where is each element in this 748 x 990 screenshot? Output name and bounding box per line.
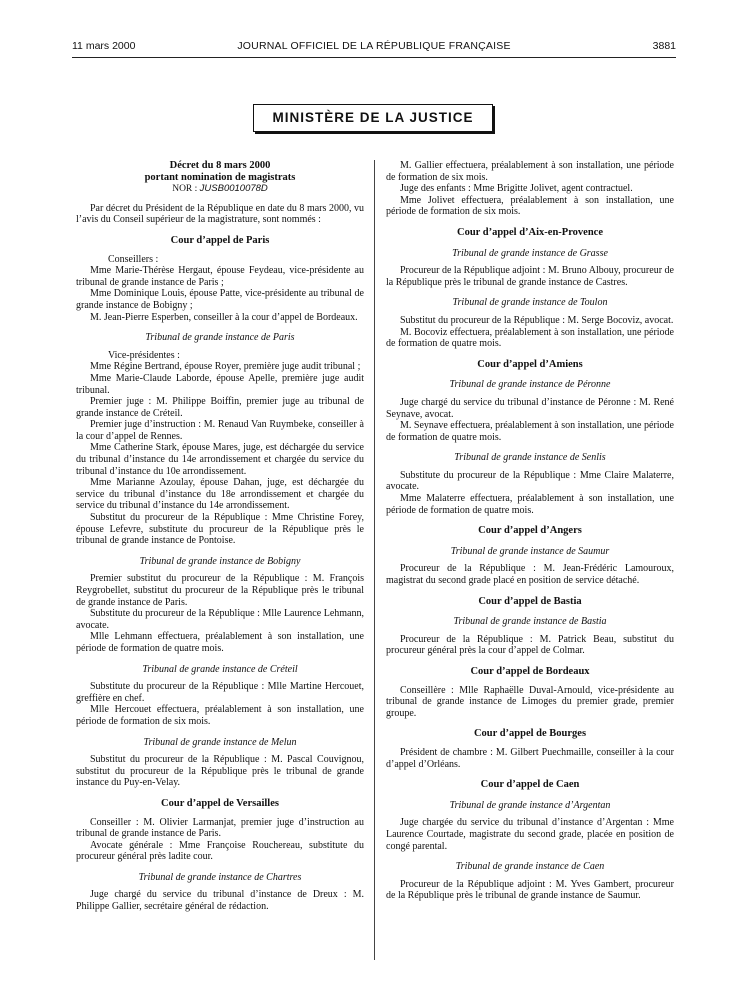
page-header (72, 40, 676, 54)
journal-title: JOURNAL OFFICIEL DE LA RÉPUBLIQUE FRANÇAISE (237, 40, 511, 52)
paragraph: Mme Catherine Stark, épouse Mares, juge, est déchargée du service du tribunal d’instance du 14e arrondissement et chargée du service du tribunal d’instance du 10e arrondissement. (76, 442, 364, 477)
tribunal-heading: Tribunal de grande instance d’Argentan (449, 799, 611, 811)
role-label: Vice-présidentes : (108, 349, 180, 361)
paragraph: M. Bocoviz effectuera, préalablement à son installation, une période de formation de quatre mois. (386, 326, 674, 350)
paragraph: Juge des enfants : Mme Brigitte Jolivet, agent contractuel. (400, 183, 633, 195)
court-heading: Cour d’appel de Bastia (478, 595, 582, 607)
tribunal-heading: Tribunal de grande instance de Senlis (454, 452, 606, 464)
court-heading: Cour d’appel de Caen (480, 779, 580, 791)
ministry-title: MINISTÈRE DE LA JUSTICE (253, 104, 493, 132)
right-column (386, 160, 674, 902)
left-column (76, 160, 364, 913)
paragraph: Mme Marie-Thérèse Hergaut, épouse Feydeau, vice-présidente au tribunal de grande instance de Paris ; (76, 265, 364, 288)
paragraph: Premier juge d’instruction : M. Renaud Van Ruymbeke, conseiller à la cour d’appel de Rennes. (76, 419, 364, 442)
paragraph: Substitute du procureur de la République : Mlle Martine Hercouet, greffière en chef. (76, 681, 364, 704)
court-heading: Cour d’appel d’Aix-en-Provence (456, 226, 604, 238)
paragraph: Premier juge : M. Philippe Boiffin, premier juge au tribunal de grande instance de Créteil. (76, 396, 364, 419)
paragraph: Conseiller : M. Olivier Larmanjat, premier juge d’instruction au tribunal de grande instance de Paris. (76, 816, 364, 840)
paragraph: Juge chargé du service du tribunal d’instance de Péronne : M. René Seynave, avocat. (386, 396, 674, 420)
paragraph: Mme Marie-Claude Laborde, épouse Apelle, première juge audit tribunal. (76, 372, 364, 396)
tribunal-heading: Tribunal de grande instance de Paris (145, 332, 295, 344)
tribunal-heading: Tribunal de grande instance de Grasse (452, 247, 608, 259)
paragraph: Procureur de la République adjoint : M. Bruno Albouy, procureur de la République près le tribunal de grande instance de Castres. (386, 265, 674, 288)
paragraph: Premier substitut du procureur de la République : M. François Reygrobellet, substitut du procureur de la République près le tribunal de grande instance de Paris. (76, 573, 364, 608)
paragraph: Substitute du procureur de la République : Mlle Laurence Lehmann, avocate. (76, 608, 364, 631)
court-heading: Cour d’appel de Bordeaux (470, 666, 590, 677)
nor-code: JUSB0010078D (199, 183, 268, 195)
paragraph: Mme Jolivet effectuera, préalablement à son installation, une période de formation de six mois. (386, 194, 674, 218)
tribunal-heading: Tribunal de grande instance de Bastia (453, 616, 607, 628)
paragraph: Substitut du procureur de la République : Mme Christine Forey, épouse Lefevre, substitute du procureur de la République près le tribunal de grande instance de Pontoise. (76, 512, 364, 547)
paragraph: M. Jean-Pierre Esperben, conseiller à la cour d’appel de Bordeaux. (90, 311, 358, 323)
paragraph: Mlle Lehmann effectuera, préalablement à son installation, une période de formation de quatre mois. (76, 631, 364, 654)
tribunal-heading: Tribunal de grande instance de Caen (455, 861, 605, 873)
court-heading: Cour d’appel d’Angers (478, 525, 582, 537)
tribunal-heading: Tribunal de grande instance de Melun (143, 736, 297, 748)
paragraph: Procureur de la République : M. Jean-Frédéric Lamouroux, magistrat du second grade placé en position de service détaché. (386, 563, 674, 587)
page-number: 3881 (652, 40, 676, 52)
tribunal-heading: Tribunal de grande instance de Créteil (142, 663, 298, 675)
paragraph: Mlle Hercouet effectuera, préalablement à son installation, une période de formation de six mois. (76, 704, 364, 727)
header-rule (72, 57, 676, 58)
tribunal-heading: Tribunal de grande instance de Bobigny (139, 555, 301, 567)
paragraph: Mme Régine Bertrand, épouse Royer, première juge audit tribunal ; (90, 361, 361, 373)
nor-prefix: NOR : (172, 184, 200, 195)
paragraph: Mme Dominique Louis, épouse Patte, vice-présidente au tribunal de grande instance de Bobigny ; (76, 288, 364, 311)
paragraph: Substitute du procureur de la République : Mme Claire Malaterre, avocate. (386, 469, 674, 493)
paragraph: Juge chargée du service du tribunal d’instance d’Argentan : Mme Laurence Courtade, magistrate du second grade, placée en position de congé parental. (386, 817, 674, 852)
tribunal-heading: Tribunal de grande instance de Chartres (138, 871, 302, 883)
role-label: Conseillers : (108, 253, 159, 265)
paragraph: Mme Marianne Azoulay, épouse Dahan, juge, est déchargée du service du tribunal d’instance du 18e arrondissement et chargée du service du tribunal d’instance du 14e arrondissement. (76, 477, 364, 512)
issue-date: 11 mars 2000 (72, 40, 136, 52)
paragraph: M. Gallier effectuera, préalablement à son installation, une période de formation de six mois. (386, 160, 674, 183)
court-heading: Cour d’appel de Bourges (473, 728, 587, 740)
decree-title: Décret du 8 mars 2000 (169, 160, 271, 171)
column-divider (374, 160, 375, 960)
paragraph: Président de chambre : M. Gilbert Puechmaille, conseiller à la cour d’appel d’Orléans. (386, 746, 674, 770)
court-heading: Cour d’appel de Paris (170, 234, 270, 246)
tribunal-heading: Tribunal de grande instance de Saumur (450, 545, 610, 557)
court-heading: Cour d’appel d’Amiens (477, 358, 583, 370)
paragraph: Procureur de la République : M. Patrick Beau, substitut du procureur général près la cour d’appel de Colmar. (386, 633, 674, 657)
paragraph: Juge chargé du service du tribunal d’instance de Dreux : M. Philippe Gallier, secrétaire général de rédaction. (76, 889, 364, 913)
paragraph: Substitut du procureur de la République : M. Pascal Couvignou, substitut du procureur de la République près le tribunal de grande instance du Puy-en-Velay. (76, 754, 364, 789)
decree-title: portant nomination de magistrats (144, 171, 296, 183)
paragraph: Mme Malaterre effectuera, préalablement à son installation, une période de formation de quatre mois. (386, 493, 674, 516)
paragraph: Avocate générale : Mme Françoise Rouchereau, substitute du procureur général près ladite cour. (76, 839, 364, 863)
tribunal-heading: Tribunal de grande instance de Péronne (449, 379, 611, 391)
nor-reference (76, 183, 364, 196)
paragraph: Substitut du procureur de la République : M. Serge Bocoviz, avocat. (400, 314, 674, 326)
tribunal-heading: Tribunal de grande instance de Toulon (452, 297, 608, 309)
court-heading: Cour d’appel de Versailles (161, 797, 279, 809)
paragraph: Conseillère : Mlle Raphaëlle Duval-Arnould, vice-présidente au tribunal de grande instance de Limoges du premier grade, premier groupe. (386, 684, 674, 719)
paragraph: Procureur de la République adjoint : M. Yves Gambert, procureur de la République près le tribunal de grande instance de Saumur. (386, 878, 674, 902)
paragraph: M. Seynave effectuera, préalablement à son installation, une période de formation de quatre mois. (386, 420, 674, 443)
paragraph: Par décret du Président de la République en date du 8 mars 2000, vu l’avis du Conseil supérieur de la magistrature, sont nommés : (76, 202, 364, 226)
